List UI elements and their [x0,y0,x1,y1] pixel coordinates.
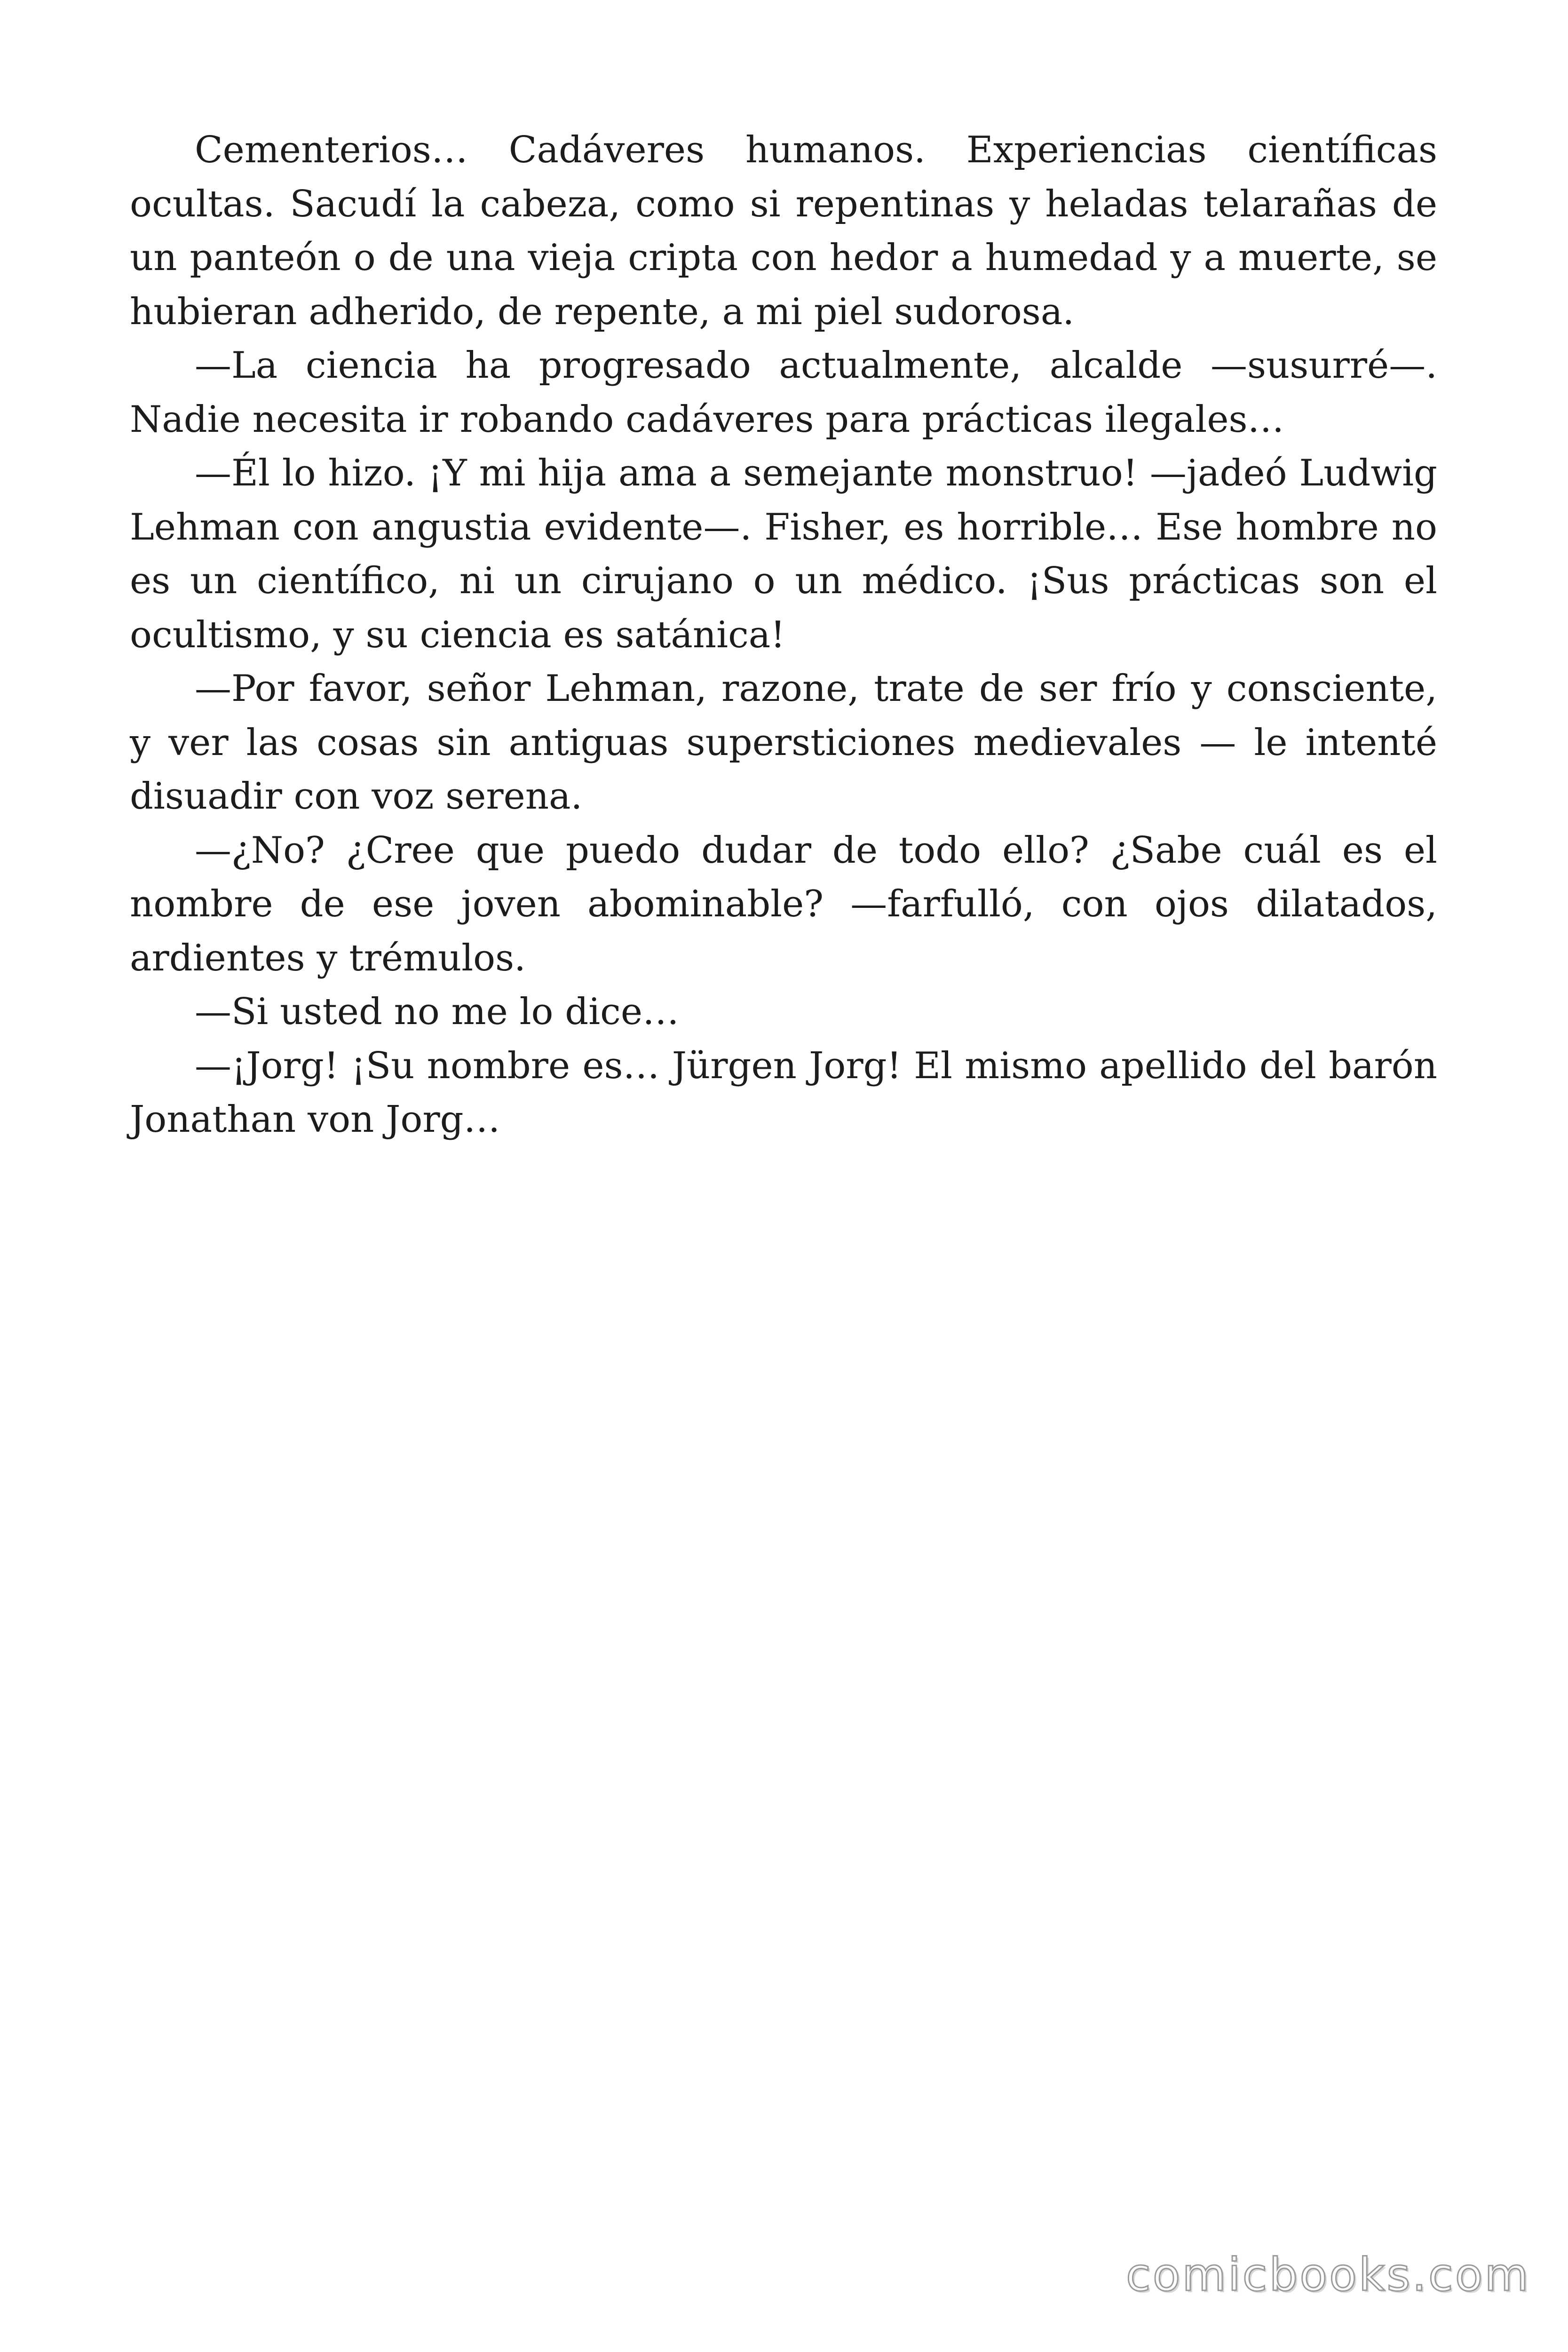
paragraph-1: Cementerios… Cadáveres humanos. Experiencias científicas ocultas. Sacudí la cabeza, como si repentinas y heladas telarañas de un panteón o de una vieja cripta con hedor a humedad y a muerte, se hubieran adherido, de repente, a mi piel sudorosa. [130,129,1437,333]
paragraph-3: —Él lo hizo. ¡Y mi hija ama a semejante monstruo! —jadeó Ludwig Lehman con angustia evidente—. Fisher, es horrible… Ese hombre no es un científico, ni un cirujano o un médico. ¡Sus prácticas son el ocultismo, y su ciencia es satánica! [130,452,1437,656]
paragraph-4: —Por favor, señor Lehman, razone, trate de ser frío y consciente, y ver las cosas sin antiguas supersticiones medievales — le intenté disuadir con voz serena. [130,667,1437,818]
watermark-logo: comicbooks.com [1125,2249,1530,2301]
paragraph-2: —La ciencia ha progresado actualmente, alcalde —susurré—. Nadie necesita ir robando cadáveres para prácticas ilegales… [130,344,1437,441]
paragraph-7: —¡Jorg! ¡Su nombre es… Jürgen Jorg! El mismo apellido del barón Jonathan von Jorg… [130,1044,1437,1141]
page-body-text [130,123,1437,1147]
paragraph-5: —¿No? ¿Cree que puedo dudar de todo ello? ¿Sabe cuál es el nombre de ese joven abominable? —farfulló, con ojos dilatados, ardientes y trémulos. [130,829,1437,979]
paragraph-6: —Si usted no me lo dice… [195,991,679,1033]
